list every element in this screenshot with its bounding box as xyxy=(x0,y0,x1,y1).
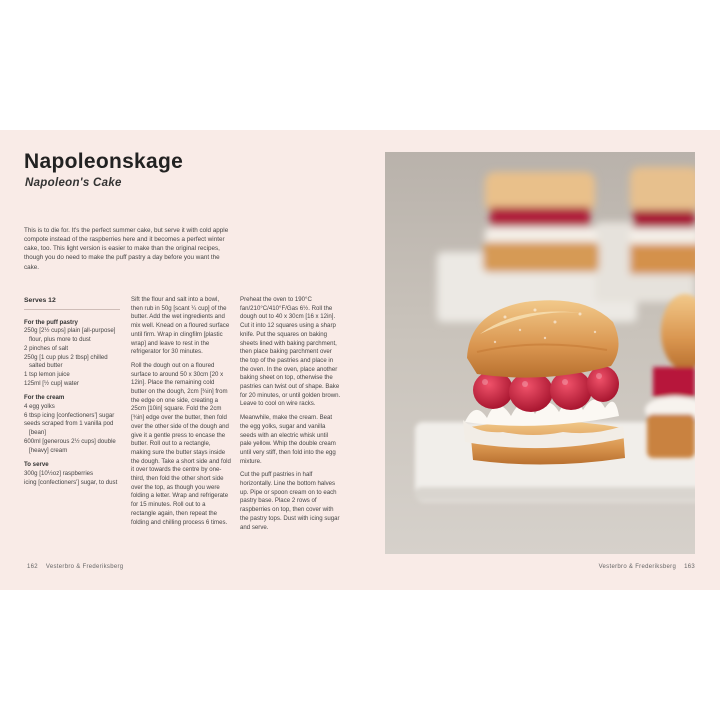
book-spread xyxy=(0,130,720,590)
ingredient-item: seeds scraped from 1 vanilla pod [bean] xyxy=(24,420,114,437)
ingredients-column xyxy=(24,296,120,487)
recipe-intro: This is to die for. It's the perfect summer cake, but serve it with cold apple compote instead of the raspberries here and it becomes a perfect winter cake, too. This light version is easier to make than the original recipes, though you do need to make the puff pastry a day before you want the cake. xyxy=(24,227,229,271)
ingredient-item: 6 tbsp icing [confectioners'] sugar xyxy=(24,411,115,419)
method-paragraph: Roll the dough out on a floured surface to around 50 x 30cm [20 x 12in]. Place the remaining cold butter on the dough, 2cm [¾in] from the edge on one side, creating a 25cm [10in] square. Fold the 2cm [¾in] edge over the butter, then fold over the other side of the dough and give it a gentle press to encase the butter. Roll out to a rectangle, making sure the butter stays inside the dough. Take a short side and fold it over towards the centre by one-third, then fold the other short side over the top, as though you were folding a letter. Wrap and refrigerate for 15 minutes. Roll out to a rectangle again, then repeat the folding and chilling process 6 times. xyxy=(131,361,231,526)
method-paragraph: Preheat the oven to 190°C fan/210°C/410°F/Gas 6½. Roll the dough out to 40 x 30cm [16 x 12in]. Cut it into 12 squares using a sharp knife. Put the squares on baking sheets lined with baking parchment, then place baking parchment over the top of the pastries and place in the oven. In the oven, place another baking sheet on top, otherwise the pastries can twist out of shape. Bake for 20 minutes, or until golden brown. Leave to cool on wire racks. xyxy=(240,296,341,408)
footer-right xyxy=(596,564,698,570)
ingredient-item: 250g [1 cup plus 2 tbsp] chilled salted butter xyxy=(24,353,108,370)
ingredient-group-heading: For the puff pastry xyxy=(24,318,78,326)
method-paragraph: Sift the flour and salt into a bowl, then rub in 50g [scant ¼ cup] of the butter. Add the wet ingredients and mix well. Knead on a floured surface until firm. Wrap in clingfilm [plastic wrap] and leave to rest in the refrigerator for 30 minutes. xyxy=(131,296,230,356)
ingredient-item: 2 pinches of salt xyxy=(24,344,69,352)
recipe-subtitle: Napoleon's Cake xyxy=(25,177,122,189)
section-name-left: Vesterbro & Frederiksberg xyxy=(45,564,124,570)
ingredient-item: 125ml [½ cup] water xyxy=(24,379,79,387)
method-column-2 xyxy=(240,296,341,537)
ingredient-item: 600ml [generous 2½ cups] double [heavy] cream xyxy=(24,437,116,454)
ingredient-item: 300g [10½oz] raspberries xyxy=(24,469,94,477)
recipe-title: Napoleonskage xyxy=(24,150,184,173)
serves-label: Serves 12 xyxy=(24,296,120,310)
footer-left xyxy=(24,564,126,570)
method-paragraph: Cut the puff pastries in half horizontally. Line the bottom halves up. Pipe or spoon cream on to each pastry base. Place 2 rows of raspberries on top, then cover with the pastry tops. Dust with icing sugar and serve. xyxy=(240,471,340,531)
ingredient-item: 250g [2½ cups] plain [all-purpose] flour, plus more to dust xyxy=(24,327,116,344)
page-number-right: 163 xyxy=(684,564,695,570)
ingredient-item: icing [confectioners'] sugar, to dust xyxy=(24,478,118,486)
page-number-left: 162 xyxy=(27,564,38,570)
ingredient-group-heading: To serve xyxy=(24,461,49,469)
method-paragraph: Meanwhile, make the cream. Beat the egg yolks, sugar and vanilla seeds with an electric whisk until pale yellow. Whip the double cream until very stiff, then fold into the egg mixture. xyxy=(240,414,336,465)
ingredient-group-heading: For the cream xyxy=(24,394,65,402)
napoleon-cake-photo xyxy=(385,152,695,554)
section-name-right: Vesterbro & Frederiksberg xyxy=(598,564,677,570)
method-column-1 xyxy=(131,296,231,532)
ingredient-item: 1 tsp lemon juice xyxy=(24,370,70,378)
ingredient-item: 4 egg yolks xyxy=(24,403,55,411)
